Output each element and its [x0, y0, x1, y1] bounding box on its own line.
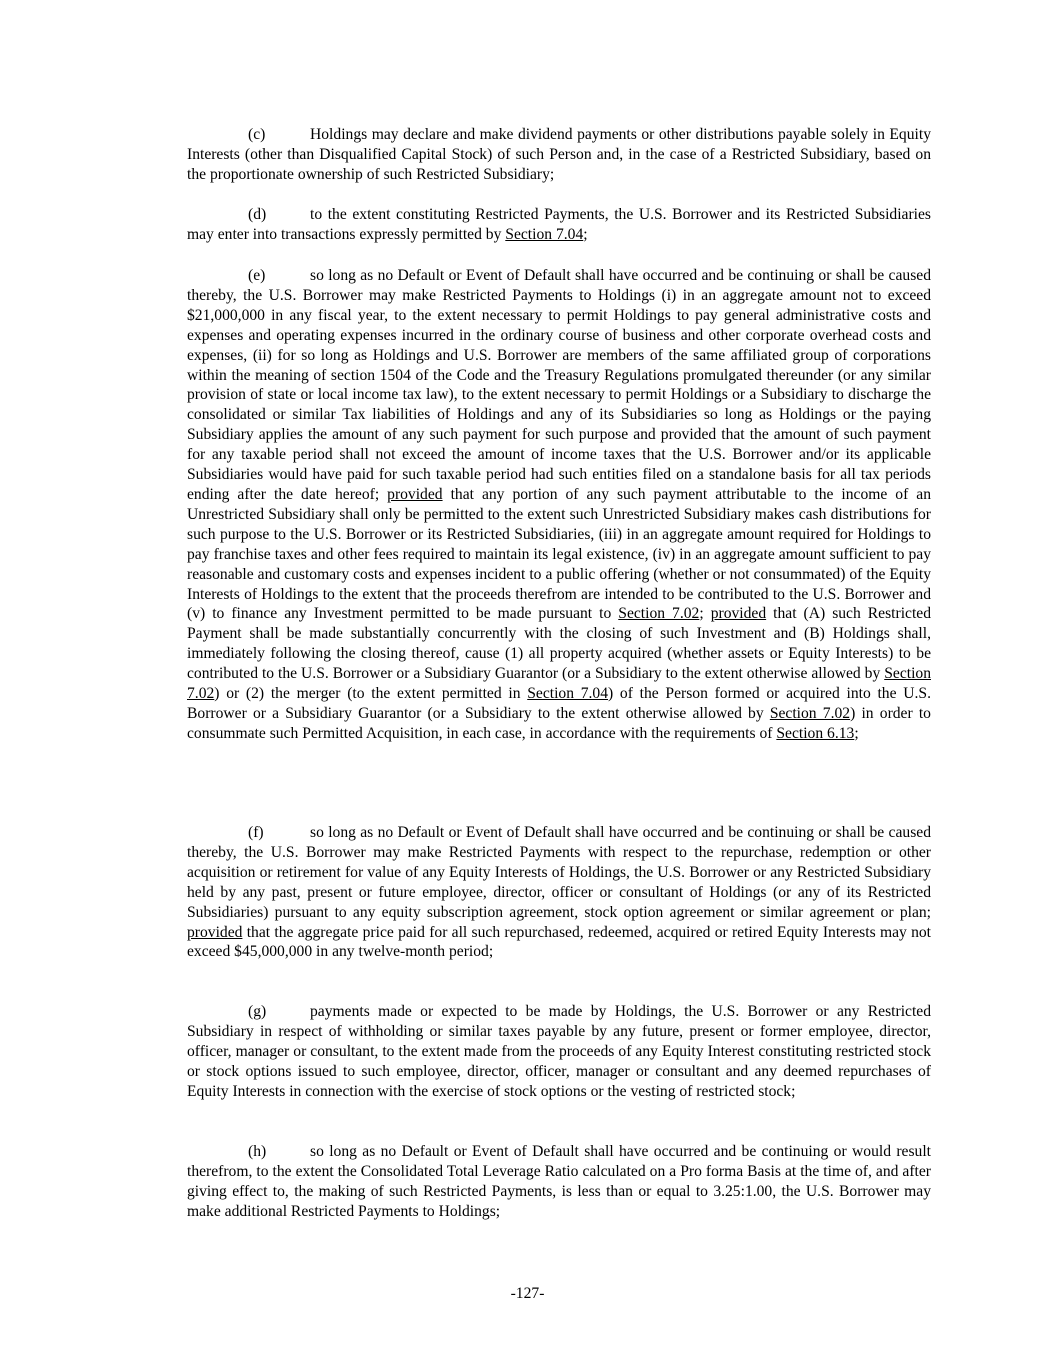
paragraph-text: that any portion of any such payment attributable to the income of an Unrestricted Subsidiary shall only be permitted to the extent such Unrestricted Subsidiary makes cash distributions for such purpose to the U.S. Borrower or its Restricted Subsidiaries, (iii) in an aggregate amount required for Holdings to pay franchise taxes and other fees required to maintain its legal existence, (iv) in an aggregate amount sufficient to pay reasonable and customary costs and expenses incident to a public offering (whether or not consummated) of the Equity Interests of Holdings to the extent that the proceeds therefrom are intended to be contributed to the U.S. Borrower and (v) to finance any Investment permitted to be made pursuant to — [187, 485, 931, 623]
provided-term: provided — [710, 605, 767, 623]
section-reference: Section 7.02 — [769, 704, 851, 722]
paragraph-text: ; — [583, 225, 588, 243]
paragraph-text: that (A) such Restricted Payment shall be made substantially concurrently with the closing of such Investment and (B) Holdings shall, immediately following the closing thereof, cause (1) all property acquired (whether assets or Equity Interests) to be contributed to the U.S. Borrower or a Subsidiary Guarantor (or a Subsidiary to the extent otherwise allowed by — [187, 605, 931, 683]
paragraph-text: so long as no Default or Event of Default shall have occurred and be continuing or shall be caused thereby, the U.S. Borrower may make Restricted Payments with respect to the repurchase, redemption or other acquisition or retirement for value of any Equity Interests of Holdings, the U.S. Borrower or any Restricted Subsidiary held by any past, present or future employee, director, officer or consultant of Holdings (or any of its Restricted Subsidiaries) pursuant to any equity subscription agreement, stock option agreement or similar agreement or plan; — [187, 824, 931, 921]
paragraph-text: so long as no Default or Event of Default shall have occurred and be continuing or would result therefrom, to the extent the Consolidated Total Leverage Ratio calculated on a Pro forma Basis at the time of, and after giving effect to, the making of such Restricted Payments, is less than or equal to 3.25:1.00, the U.S. Borrower may make additional Restricted Payments to Holdings; — [187, 1143, 931, 1220]
paragraph-text: to the extent constituting Restricted Payments, the U.S. Borrower and its Restricted Subsidiaries may enter into transactions expressly permitted by — [187, 206, 931, 243]
page-number: -127- — [510, 1285, 545, 1302]
paragraph-d — [187, 205, 931, 245]
paragraph-text: ; — [699, 605, 711, 623]
paragraph-label: (d) — [248, 206, 267, 223]
paragraph-g — [187, 1002, 931, 1102]
paragraph-text: ) in order to consummate such Permitted Acquisition, in each case, in accordance with the requirements of — [187, 704, 931, 742]
section-reference: Section 6.13 — [776, 724, 855, 742]
paragraph-text: Holdings may declare and make dividend payments or other distributions payable solely in Equity Interests (other than Disqualified Capital Stock) of such Person and, in the case of a Restricted Subsidiary, based on the proportionate ownership of such Restricted Subsidiary; — [187, 126, 931, 183]
section-reference: Section 7.02 — [618, 605, 700, 623]
provided-term: provided — [387, 485, 443, 503]
section-reference: Section 7.04 — [527, 685, 609, 703]
paragraph-text: ) of the Person formed or acquired into the U.S. Borrower or a Subsidiary Guarantor (or a Subsidiary to the extent otherwise allowed by — [187, 685, 931, 722]
paragraph-label: (g) — [248, 1003, 267, 1020]
paragraph-label: (h) — [248, 1143, 267, 1160]
paragraph-text: so long as no Default or Event of Default shall have occurred and be continuing or shall be caused thereby, the U.S. Borrower may make Restricted Payments to Holdings (i) in an aggregate amount not to exceed $21,000,000 in any fiscal year, to the extent necessary to permit Holdings to pay general administrative costs and expenses and operating expenses incurred in the ordinary course of business and other corporate overhead costs and expenses, (ii) for so long as Holdings and U.S. Borrower are members of the same affiliated group of corporations within the meaning of section 1504 of the Code and the Treasury Regulations promulgated thereunder (or any similar provision of state or local income tax law), to the extent necessary to permit Holdings or a Subsidiary to discharge the consolidated or similar Tax liabilities of Holdings and any of its Subsidiaries so long as Holdings or the paying Subsidiary applies the amount of any such payment for such purpose and provided that the amount of such payment for any taxable period shall not exceed the amount of income taxes that the U.S. Borrower and/or its applicable Subsidiaries would have paid for such taxable period had such entities filed on a standalone basis for all tax periods ending after the date hereof; — [187, 267, 931, 503]
paragraph-c — [187, 125, 931, 185]
paragraph-e — [187, 266, 931, 744]
paragraph-text: ; — [854, 724, 859, 742]
paragraph-text: payments made or expected to be made by Holdings, the U.S. Borrower or any Restricted Subsidiary in respect of withholding or similar taxes payable by any future, present or former employee, director, officer, manager or consultant, to the extent made from the proceeds of any Equity Interest constituting restricted stock or stock options issued to such employee, director, officer, manager or consultant and any deemed repurchases of Equity Interests in connection with the exercise of stock options or the vesting of restricted stock; — [187, 1003, 931, 1100]
paragraph-text: ) or (2) the merger (to the extent permitted in — [214, 685, 528, 703]
paragraph-label: (c) — [248, 126, 266, 143]
section-reference: Section 7.02 — [187, 665, 931, 703]
paragraph-f — [187, 823, 931, 962]
provided-term: provided — [187, 923, 243, 941]
paragraph-label: (f) — [248, 824, 264, 841]
section-reference: Section 7.04 — [505, 225, 584, 243]
paragraph-label: (e) — [248, 267, 266, 284]
paragraph-h — [187, 1142, 931, 1222]
paragraph-text: that the aggregate price paid for all such repurchased, redeemed, acquired or retired Equity Interests may not exceed $45,000,000 in any twelve-month period; — [187, 923, 931, 961]
